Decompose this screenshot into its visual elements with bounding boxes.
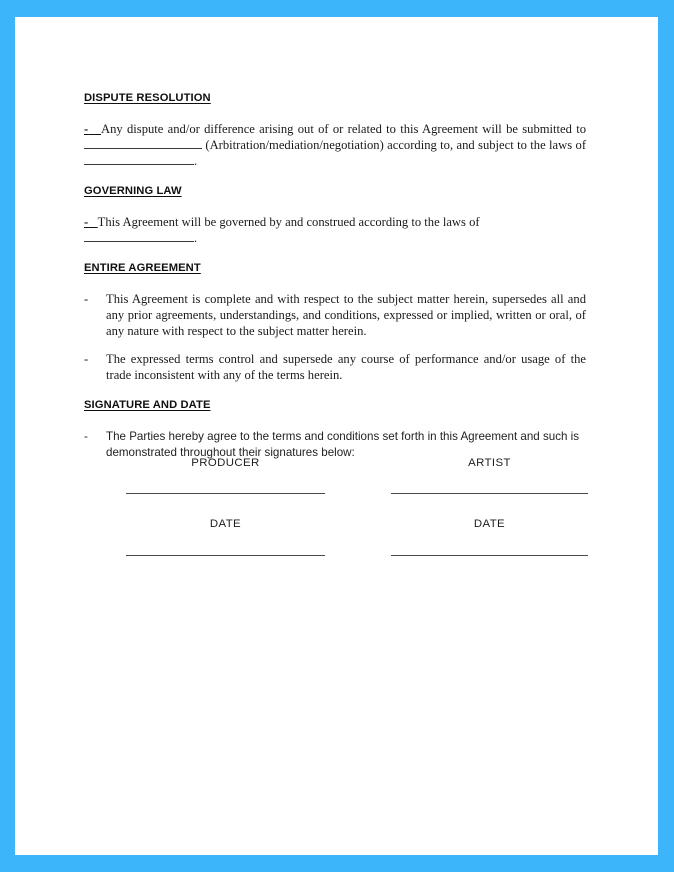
blank-arbitration-type (84, 148, 202, 149)
clause-dash-bullet: - (84, 429, 88, 443)
clause-dash-bullet: - (84, 351, 89, 366)
signature-column-artist (391, 493, 591, 494)
signature-column-artist (391, 457, 591, 469)
signature-column-producer (84, 493, 337, 494)
signature-block (84, 457, 594, 556)
signature-column-gap (337, 555, 391, 556)
signature-column-gap (337, 518, 391, 530)
spacer (84, 384, 586, 398)
signature-line-row (84, 493, 594, 494)
spacer (84, 105, 586, 122)
signature-column-producer (84, 555, 337, 556)
clause-text-line-3: of (575, 137, 587, 152)
clause-text-signature-and-date: The Parties hereby agree to the terms and conditions set forth in this Agreement and such is demonstrated throughout their signatures below: (106, 429, 580, 460)
spacer (84, 530, 594, 555)
signature-label-artist: ARTIST (468, 457, 511, 469)
signature-line-producer[interactable] (126, 493, 325, 494)
clause-text-period-1: . (194, 153, 198, 168)
blank-governing-jurisdiction (84, 164, 194, 165)
signature-column-artist (391, 555, 591, 556)
section-heading-dispute-resolution: DISPUTE RESOLUTION (84, 92, 211, 104)
clause-dash-underline (88, 122, 101, 136)
section-heading-entire-agreement: ENTIRE AGREEMENT (84, 261, 201, 274)
signature-column-artist (391, 518, 591, 530)
clause-dash-bullet: - (84, 122, 89, 136)
clause-entire-agreement-1 (84, 292, 586, 340)
date-label-row (84, 518, 594, 530)
spacer (84, 170, 586, 184)
clause-governing-law (84, 215, 586, 247)
spacer (84, 494, 594, 518)
document-sheet (15, 17, 658, 855)
clause-dash-bullet: - (84, 214, 89, 229)
signature-line-artist[interactable] (391, 493, 588, 494)
clause-dispute-resolution (84, 122, 586, 170)
signature-party-label-row (84, 457, 594, 469)
date-line-artist[interactable] (391, 555, 588, 556)
date-label-artist: DATE (473, 518, 506, 530)
spacer (84, 469, 594, 493)
clause-dash-underline (88, 215, 97, 229)
clause-entire-agreement-2 (84, 352, 586, 384)
section-heading-signature-and-date: SIGNATURE AND DATE (84, 398, 211, 411)
spacer (84, 247, 586, 261)
signature-column-gap (337, 493, 391, 494)
spacer (84, 340, 586, 352)
signature-column-gap (337, 457, 391, 469)
signature-column-producer (84, 457, 337, 469)
clause-dash-bullet: - (84, 291, 89, 306)
spacer (84, 198, 586, 215)
blank-governing-law-state (84, 241, 194, 242)
document-body (84, 91, 586, 462)
clause-text-entire-agreement-2: The expressed terms control and supersede any course of performance and/or usage of the trade inconsistent with any of the terms herein. (106, 351, 586, 382)
date-label-producer: DATE (209, 518, 242, 530)
clause-text-entire-agreement-1: This Agreement is complete and with respect to the subject matter herein, supersedes all and any prior agreements, understandings, and conditions, expressed or implied, written or oral, of any nature with respect to the subject matter herein. (106, 291, 586, 338)
date-line-producer[interactable] (126, 555, 325, 556)
clause-text-line-1: Any dispute and/or difference arising out of or related to this Agreement will be submitted to (101, 122, 586, 136)
spacer (84, 412, 586, 429)
signature-label-producer: PRODUCER (191, 457, 260, 469)
clause-text-period-2: . (194, 230, 198, 245)
clause-text-governing-law: This Agreement will be governed by and construed according to the laws of (97, 214, 480, 229)
section-heading-governing-law: GOVERNING LAW (84, 184, 182, 197)
signature-column-producer (84, 518, 337, 530)
spacer (84, 275, 586, 292)
clause-text-line-2: (Arbitration/mediation/negotiation) according to, and subject to the laws (205, 137, 573, 152)
date-line-row (84, 555, 594, 556)
